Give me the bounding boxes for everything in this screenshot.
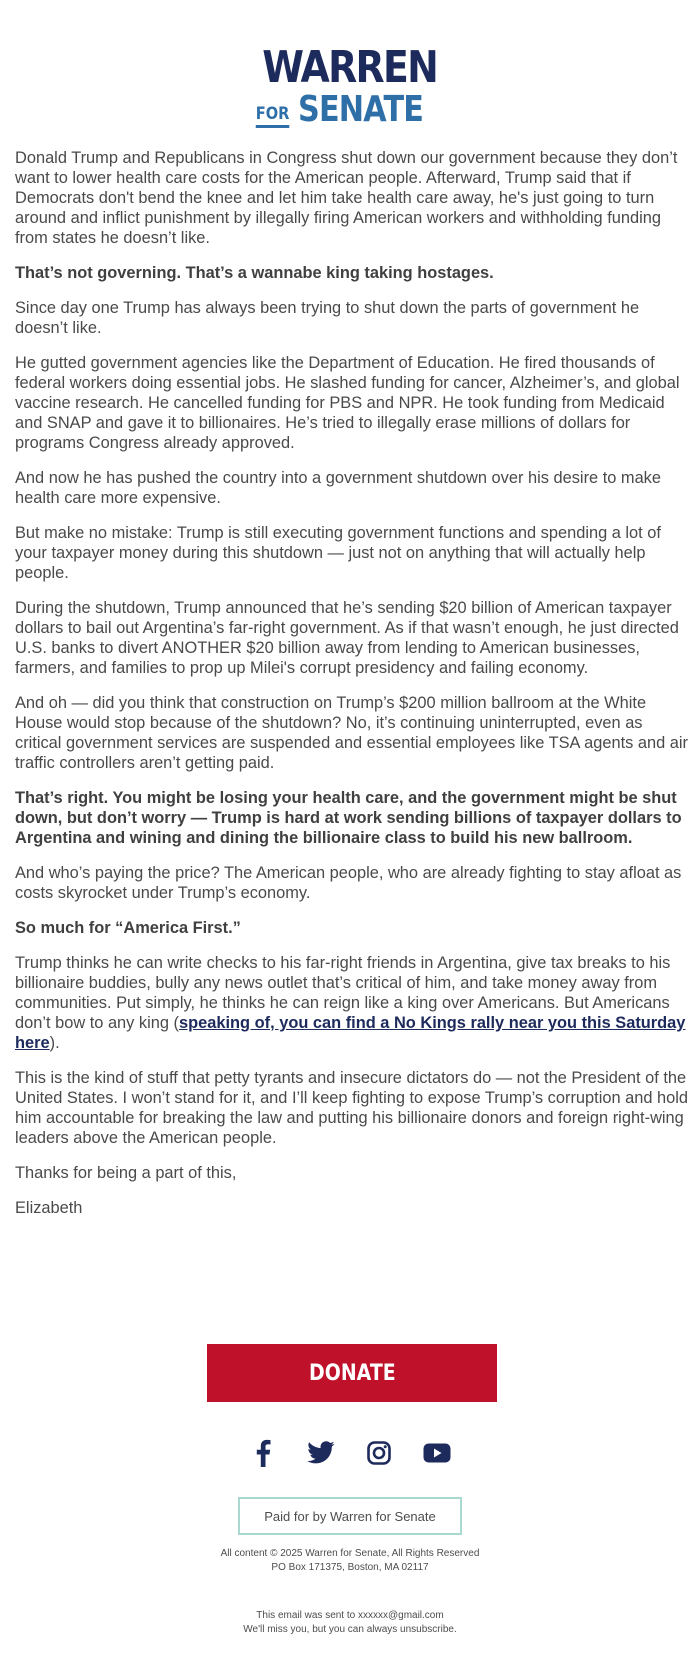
paragraph-bold: So much for “America First.”	[15, 919, 241, 937]
email-body	[15, 148, 690, 1233]
paragraph: And who’s paying the price? The American people, who are already fighting to stay afloat as costs skyrocket under Trump’s economy.	[15, 864, 682, 902]
sign-off: Thanks for being a part of this,	[15, 1164, 237, 1182]
logo-senate: SENATE	[298, 89, 424, 130]
youtube-icon[interactable]	[422, 1438, 452, 1468]
donate-button[interactable]	[207, 1344, 497, 1402]
signature: Elizabeth	[15, 1199, 83, 1217]
paragraph: And oh — did you think that construction on Trump’s $200 million ballroom at the White House would stop because of the shutdown? No, it’s continuing uninterrupted, even as critical government services are suspended and essential employees like TSA agents and air traffic controllers aren’t getting paid.	[15, 694, 688, 772]
paragraph: And now he has pushed the country into a government shutdown over his desire to make health care more expensive.	[15, 469, 661, 507]
social-links	[0, 1438, 700, 1468]
paragraph: This is the kind of stuff that petty tyrants and insecure dictators do — not the President of the United States. I won’t stand for it, and I’ll keep fighting to expose Trump’s corruption and hold him accountable for breaking the law and putting his billionaire donors and foreign right-wing leaders above the American people.	[15, 1069, 689, 1147]
paragraph: Donald Trump and Republicans in Congress shut down our government because they don’t want to lower health care costs for the American people. Afterward, Trump said that if Democrats don't bend the knee and let him take health care away, he's just going to turn around and inflict punishment by illegally firing American workers and withholding funding from states he doesn’t like.	[15, 149, 678, 247]
paragraph: Since day one Trump has always been trying to shut down the parts of government he doesn’t like.	[15, 299, 640, 337]
logo-bottom-row	[253, 89, 447, 130]
link-paragraph-after: ).	[49, 1034, 60, 1052]
footer-copyright: All content © 2025 Warren for Senate, All Rights Reserved	[220, 1548, 480, 1559]
link-paragraph-before: Trump thinks he can write checks to his far-right friends in Argentina, give tax breaks to his billionaire buddies, bully any news outlet that’s critical of him, and take money away from communities. Put simply, he thinks he can reign like a king over Americans. But Americans don’t bow to any king (	[15, 954, 671, 1032]
paragraph: He gutted government agencies like the Department of Education. He fired thousands of federal workers doing essential jobs. He slashed funding for cancer, Alzheimer’s, and global vaccine research. He cancelled funding for PBS and NPR. He took funding from Medicaid and SNAP and gave it to billionaires. He’s tried to illegally erase millions of dollars for programs Congress already approved.	[15, 354, 680, 452]
logo-warren: WARREN	[262, 42, 438, 93]
footer-address: PO Box 171375, Boston, MA 02117	[271, 1562, 429, 1573]
paragraph-bold: That’s right. You might be losing your health care, and the government might be shut down, but don’t worry — Trump is hard at work sending billions of taxpayer dollars to Argentina and wining and dining the billionaire class to build his new ballroom.	[15, 789, 682, 847]
paragraph-with-link	[15, 953, 690, 1053]
no-kings-rally-link[interactable]: speaking of, you can find a No Kings rally near you this Saturday here	[15, 1014, 686, 1052]
footer-legal	[0, 1547, 700, 1575]
paid-for-disclaimer: Paid for by Warren for Senate	[238, 1497, 462, 1535]
paragraph: During the shutdown, Trump announced that he’s sending $20 billion of American taxpayer dollars to bail out Argentina’s far-right government. As if that wasn’t enough, he just directed U.S. banks to divert ANOTHER $20 billion away from lending to American businesses, farmers, and families to prop up Milei's corrupt presidency and failing economy.	[15, 599, 679, 677]
footer-email-info	[0, 1609, 700, 1637]
facebook-icon[interactable]	[248, 1438, 278, 1468]
footer-sent-to: This email was sent to xxxxxx@gmail.com	[256, 1610, 444, 1621]
paragraph: But make no mistake: Trump is still executing government functions and spending a lot of your taxpayer money during this shutdown — just not on anything that will actually help people.	[15, 524, 661, 582]
logo-for: FOR	[256, 106, 290, 128]
twitter-icon[interactable]	[306, 1438, 336, 1468]
footer-unsubscribe[interactable]: We'll miss you, but you can always unsubscribe.	[243, 1624, 457, 1635]
paragraph-bold: That’s not governing. That’s a wannabe king taking hostages.	[15, 264, 494, 282]
instagram-icon[interactable]	[364, 1438, 394, 1468]
donate-label: DONATE	[308, 1360, 396, 1386]
warren-for-senate-logo	[0, 42, 700, 130]
